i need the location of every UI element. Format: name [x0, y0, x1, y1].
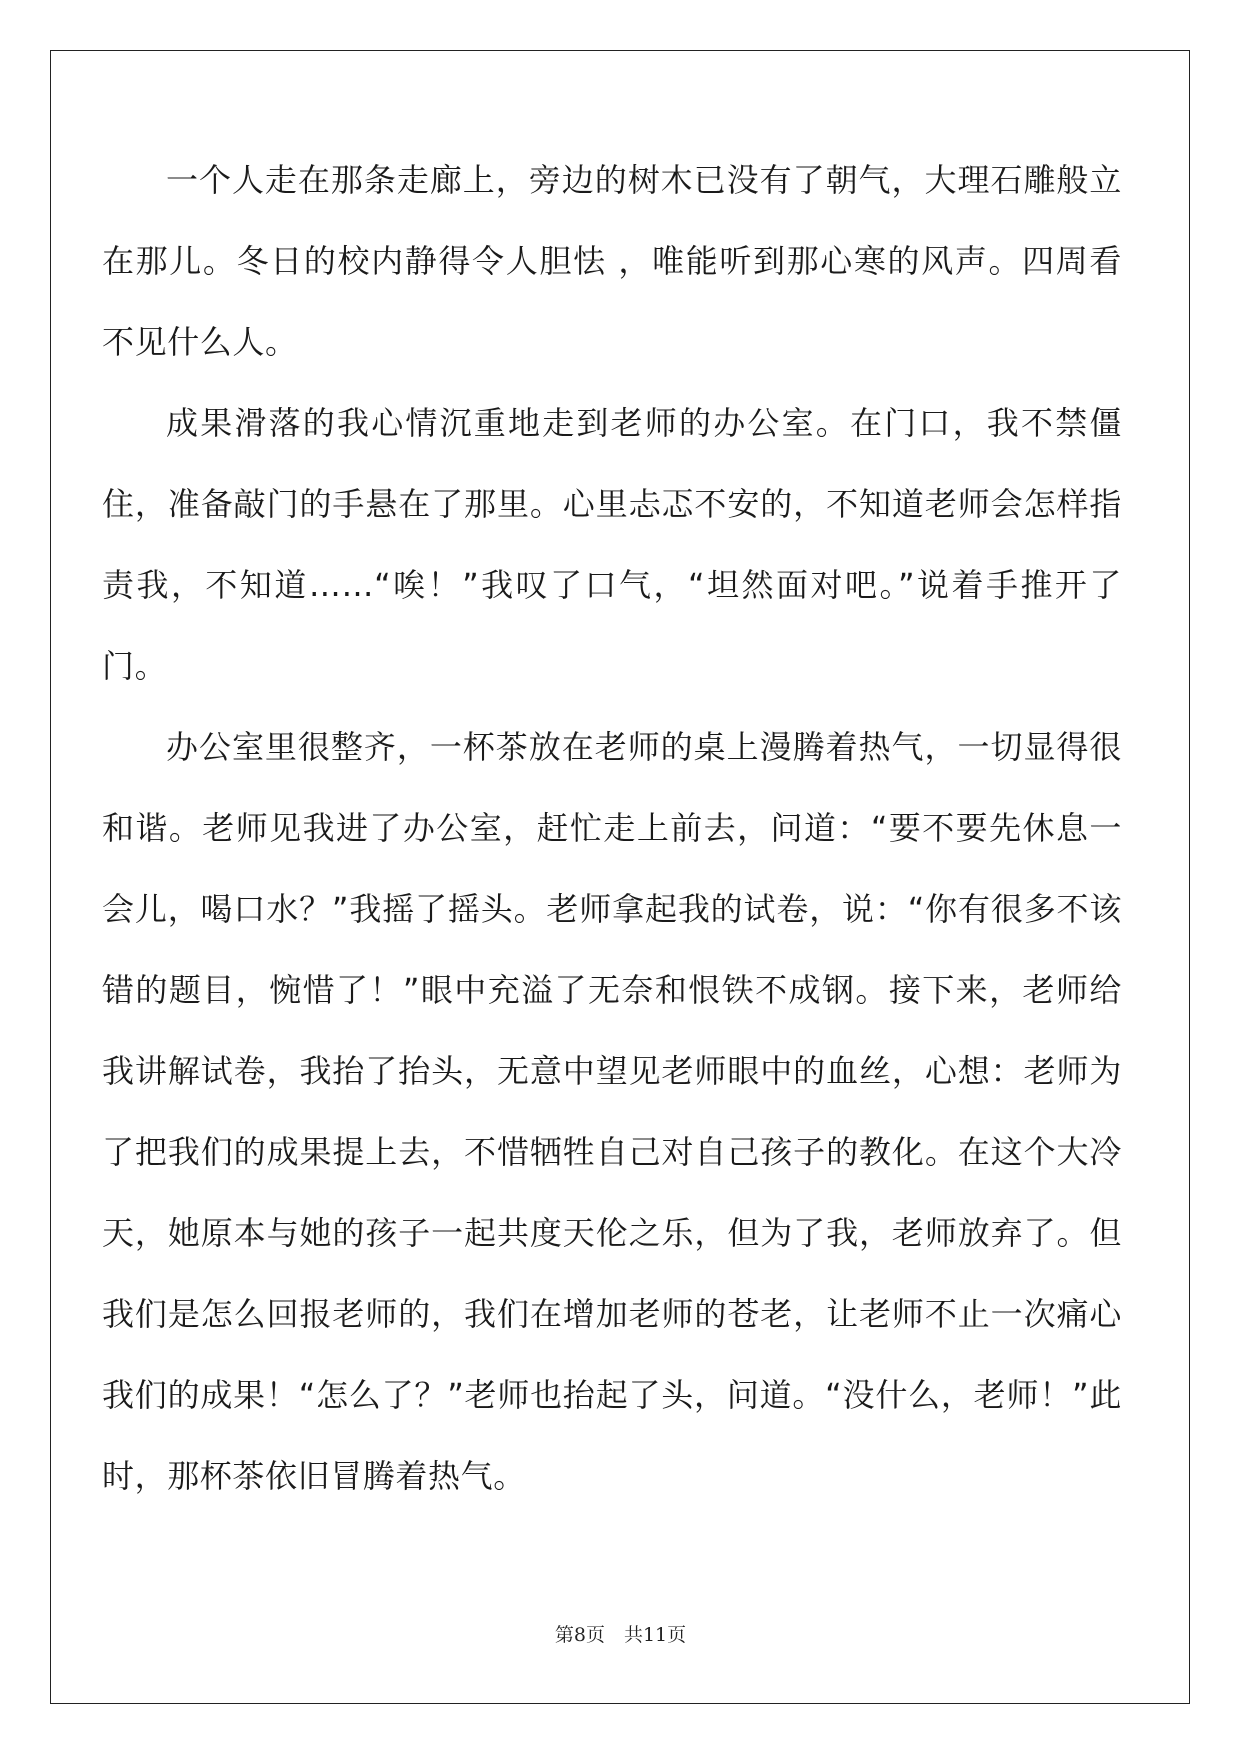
- paragraph-3: 办公室里很整齐，一杯茶放在老师的桌上漫腾着热气，一切显得很和谐。老师见我进了办公室，赶忙走上前去，问道：“要不要先休息一会儿，喝口水？”我摇了摇头。老师拿起我的试卷，说：“你有很多不该错的题目，惋惜了！”眼中充溢了无奈和恨铁不成钢。接下来，老师给我讲解试卷，我抬了抬头，无意中望见老师眼中的血丝，心想：老师为了把我们的成果提上去，不惜牺牲自己对自己孩子的教化。在这个大冷天，她原本与她的孩子一起共度天伦之乐，但为了我，老师放弃了。但我们是怎么回报老师的，我们在增加老师的苍老，让老师不止一次痛心我们的成果！“怎么了？”老师也抬起了头，问道。“没什么，老师！”此时，那杯茶依旧冒腾着热气。: [102, 728, 1122, 1495]
- paragraph-1: 一个人走在那条走廊上，旁边的树木已没有了朝气，大理石雕般立在那儿。冬日的校内静得令人胆怯 ，唯能听到那心寒的风声。四周看不见什么人。: [102, 161, 1122, 361]
- paragraph-2: 成果滑落的我心情沉重地走到老师的办公室。在门口，我不禁僵住，准备敲门的手悬在了那里。心里忐忑不安的，不知道老师会怎样指责我，不知道……“唉！”我叹了口气，“坦然面对吧。”说着手推开了门。: [102, 404, 1122, 685]
- page-number-footer: 第8页 共11页: [554, 1624, 687, 1646]
- document-body: [102, 140, 1122, 1517]
